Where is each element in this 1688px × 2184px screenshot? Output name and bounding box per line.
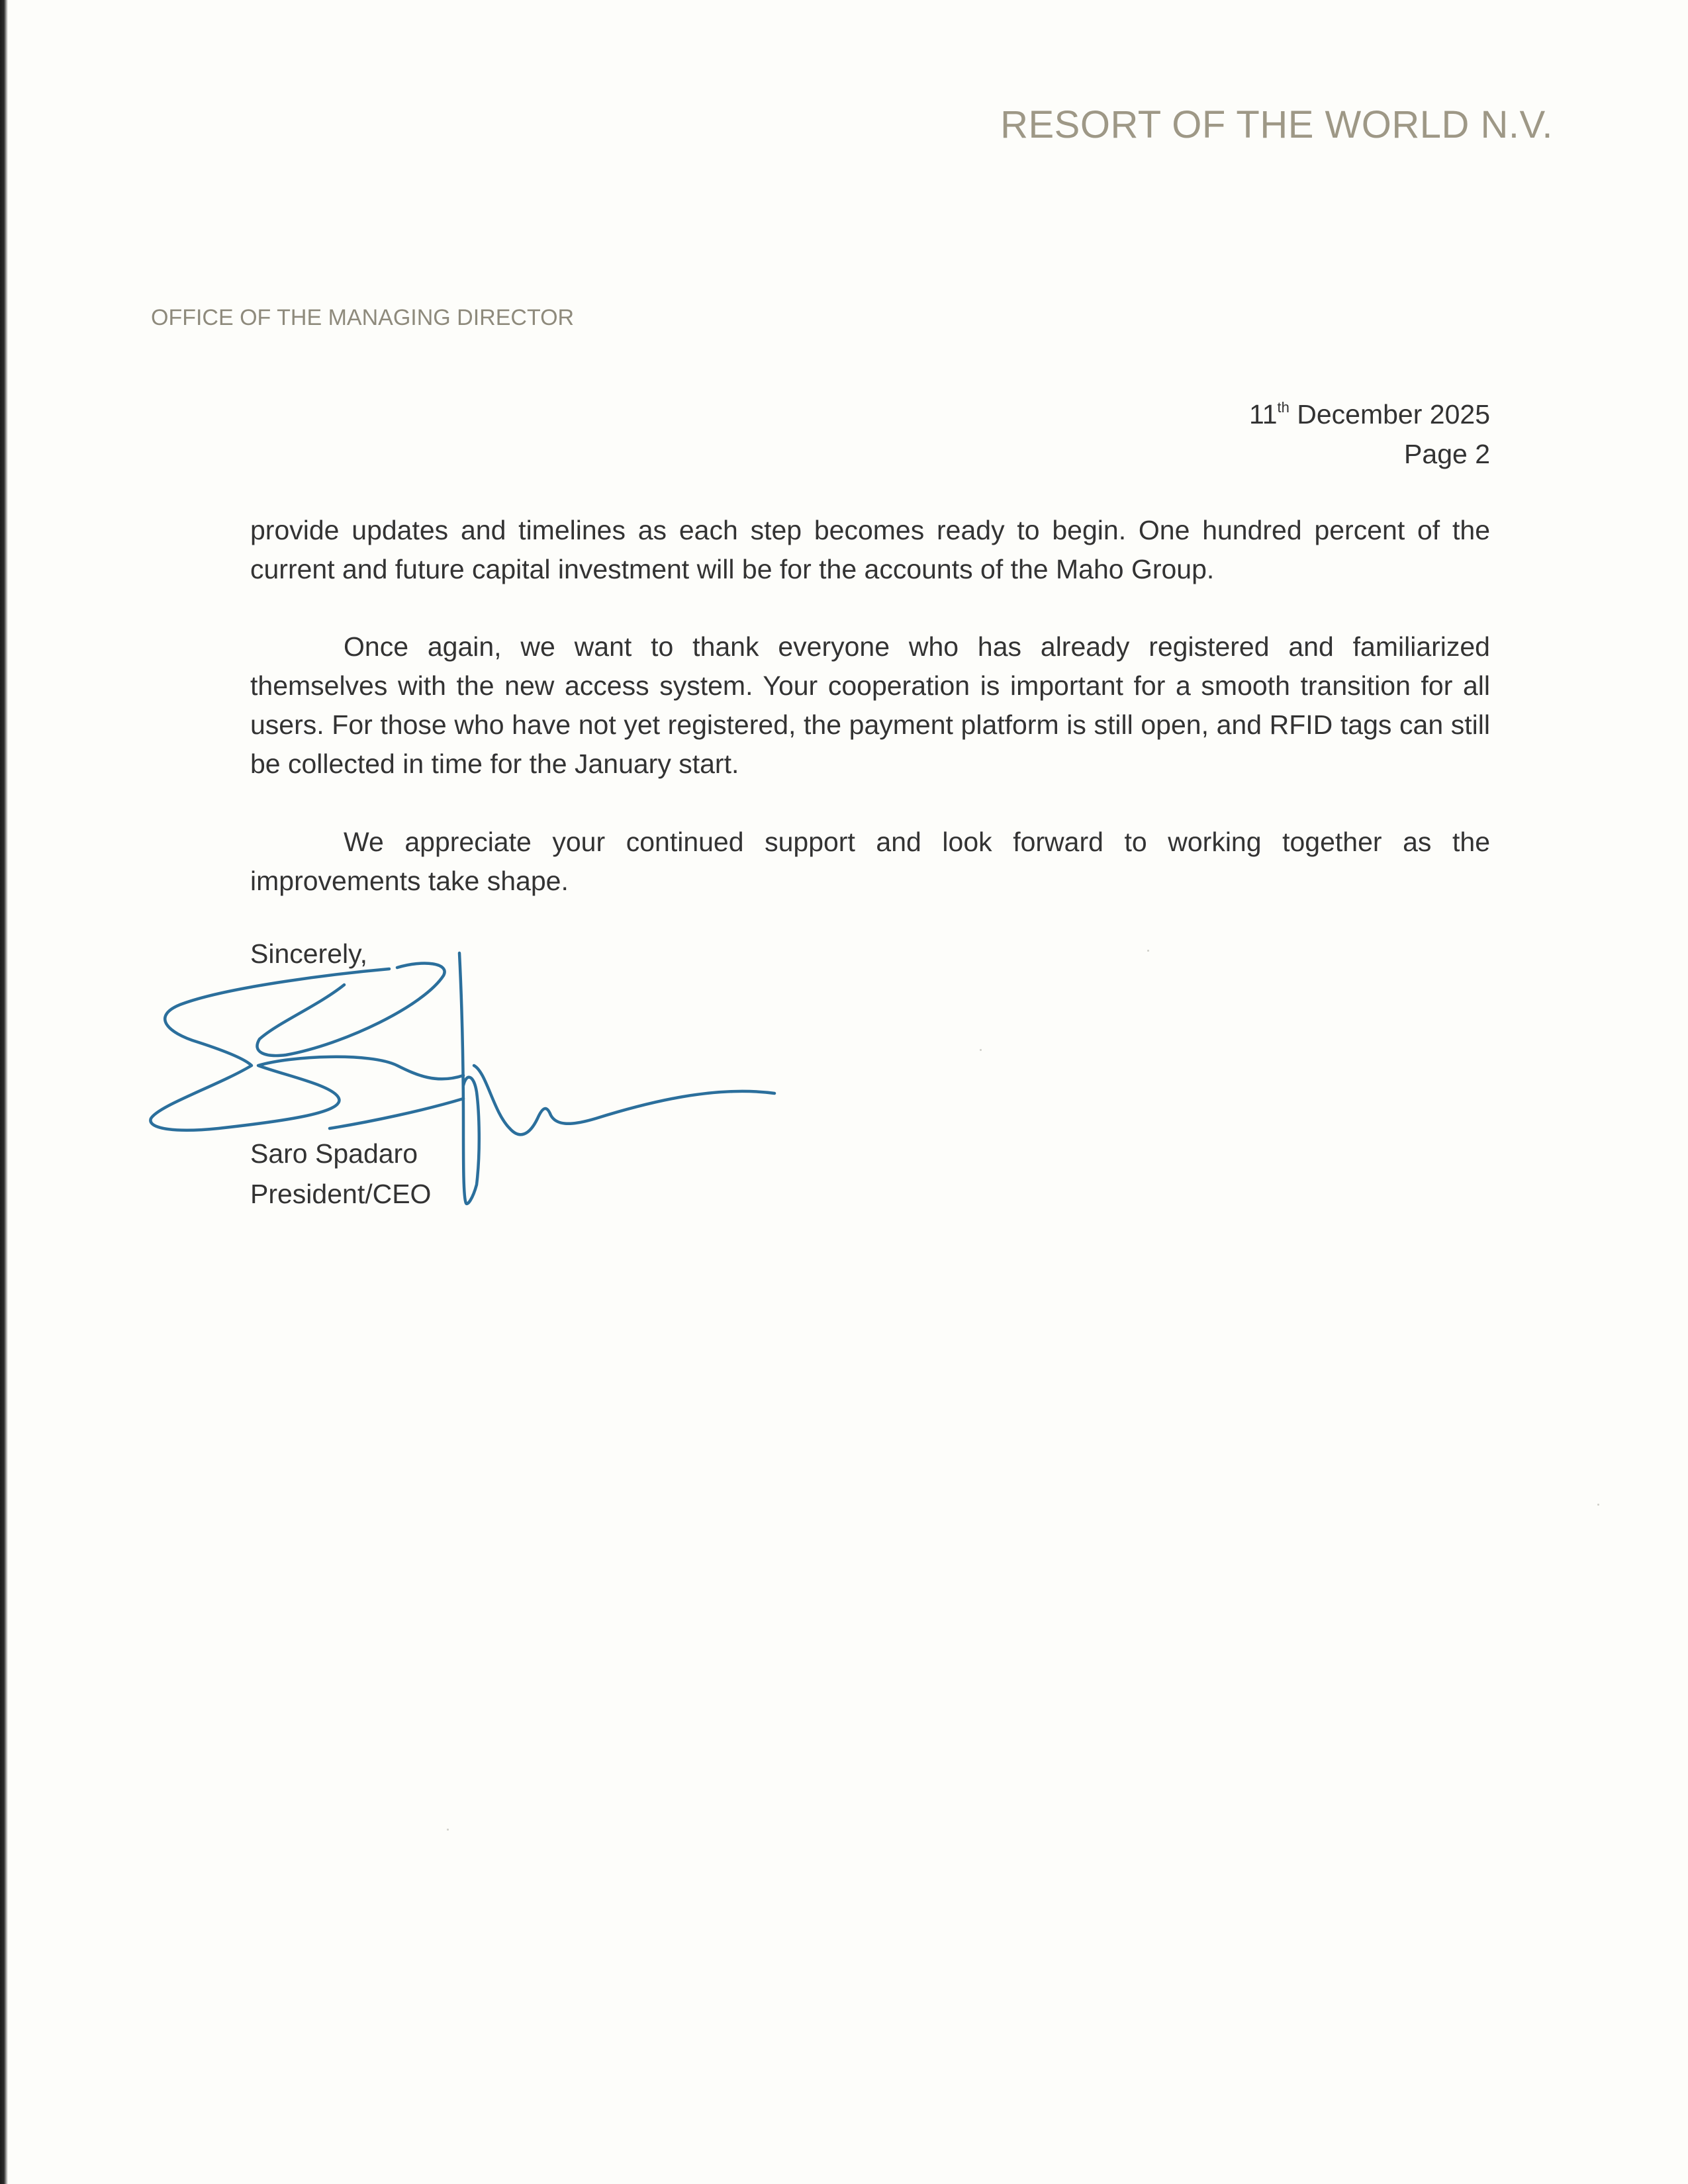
date-day: 11 bbox=[1248, 399, 1278, 430]
scan-speck bbox=[980, 1049, 982, 1051]
page-number: Page 2 bbox=[1404, 439, 1490, 469]
letter-meta bbox=[1249, 394, 1490, 474]
signer-block bbox=[250, 1134, 431, 1214]
closing-salutation: Sincerely, bbox=[250, 938, 367, 969]
body-paragraph-1: provide updates and timelines as each step becomes ready to begin. One hundred percent of the current and future capital investment will be for the accounts of the Maho Group. bbox=[250, 515, 1490, 584]
body-paragraph-2: Once again, we want to thank everyone who has already registered and familiarized themselves with the new access system. Your cooperation is important for a smooth transition for all users. For those who have not yet registered, the payment platform is still open, and RFID tags can still be collected in time for the January start. bbox=[250, 631, 1490, 779]
office-title: OFFICE OF THE MANAGING DIRECTOR bbox=[151, 305, 575, 330]
scan-edge bbox=[0, 0, 8, 2184]
scan-speck bbox=[1147, 950, 1149, 952]
date-suffix: th bbox=[1277, 399, 1289, 416]
date-month-year: December 2025 bbox=[1297, 399, 1490, 430]
signer-title: President/CEO bbox=[250, 1179, 432, 1209]
body-paragraph-3: We appreciate your continued support and look forward to working together as the improvements take shape. bbox=[250, 827, 1490, 896]
company-name: RESORT OF THE WORLD N.V. bbox=[1000, 103, 1553, 146]
signer-name: Saro Spadaro bbox=[250, 1138, 418, 1169]
scan-speck bbox=[1597, 1504, 1599, 1506]
scan-speck bbox=[447, 1829, 449, 1831]
letter-date bbox=[1249, 394, 1490, 434]
